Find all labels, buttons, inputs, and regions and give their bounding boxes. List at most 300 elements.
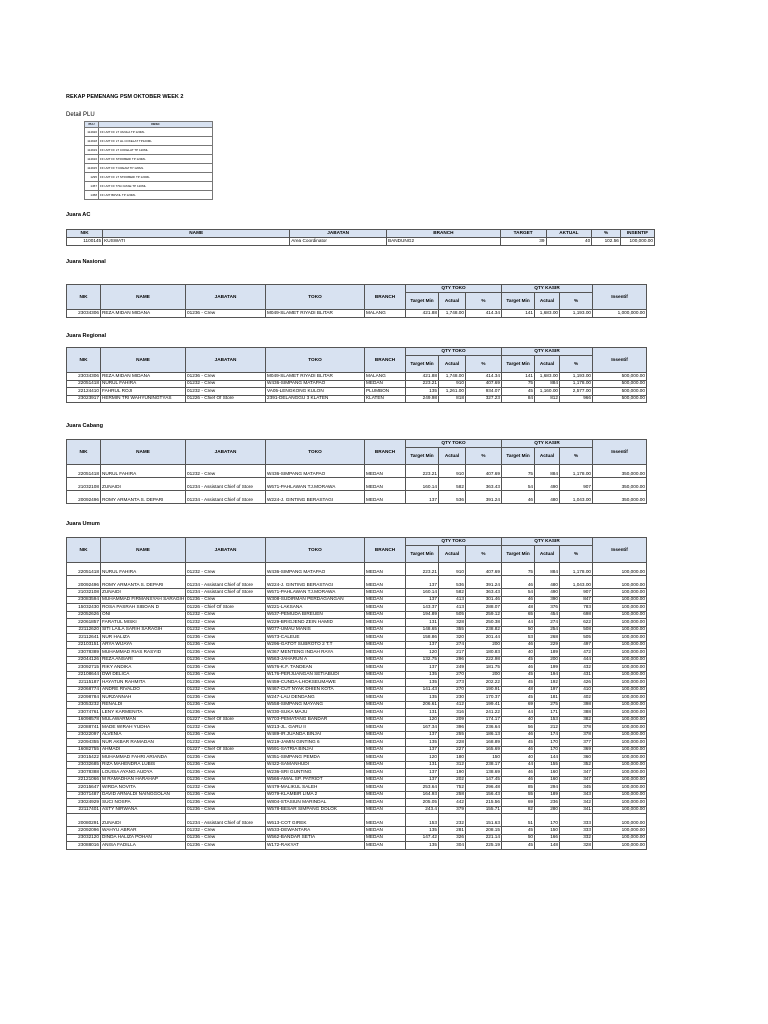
cell-insentif: 100,000.00: [593, 827, 647, 835]
header-nik: NIK: [67, 348, 101, 373]
header-branch: BRANCH: [365, 440, 406, 465]
table-row: [67, 806, 647, 814]
table-row: [67, 478, 647, 491]
cell-toko: VA05-LENGKONG KULON: [266, 388, 365, 396]
cell-qt-actual: 320: [439, 634, 466, 642]
cell-branch: MEDAN: [365, 716, 406, 724]
cell-qt-pct: 238.17: [466, 761, 502, 769]
cell-qt-actual: 274: [439, 641, 466, 649]
cell-qt-actual: 1,748.00: [439, 373, 466, 381]
cell-name: NURUL FAHIRA: [101, 563, 186, 576]
cell-qt-target: 137: [406, 596, 439, 604]
cell-name: MULAWARMAN: [101, 716, 186, 724]
cell-name: ALVENIA: [101, 731, 186, 739]
cell-insentif: 100,000.00: [593, 776, 647, 784]
cell-name: MUHAMMAD FIRMANSYAH SARAGIH: [101, 596, 186, 604]
cell-insentif: 100,000.00: [593, 694, 647, 702]
cell-qk-target: 45: [502, 671, 535, 679]
cell-toko: W224-J. GINTING BERASTAGI: [266, 491, 365, 504]
cell-qk-target: 44: [502, 619, 535, 627]
header-kasir-pct: %: [560, 356, 593, 373]
cell-qk-actual: 160: [535, 776, 560, 784]
cell-qt-target: 223.21: [406, 465, 439, 478]
ac-cell-aktual: 40: [546, 238, 592, 246]
cell-qt-pct: 199.41: [466, 701, 502, 709]
cell-qt-pct: 363.43: [466, 589, 502, 597]
cell-jabatan: 01236 - Crew: [186, 834, 266, 842]
cell-qk-actual: 884: [535, 563, 560, 576]
cell-qk-pct: 1,178.00: [560, 380, 593, 388]
plu-table: [84, 121, 213, 200]
cell-qt-actual: 1,261.00: [439, 388, 466, 396]
cell-qk-target: 141: [502, 373, 535, 381]
cell-insentif: 100,000.00: [593, 596, 647, 604]
cell-insentif: 100,000.00: [593, 842, 647, 850]
cell-toko: W691-SATRIA BINJAI: [266, 746, 365, 754]
cell-jabatan: 01236 - Crew: [186, 641, 266, 649]
cell-qk-pct: 343: [560, 791, 593, 799]
cell-nik: 23078389: [67, 649, 101, 657]
cell-qt-actual: 304: [439, 842, 466, 850]
header-row-groups: [67, 440, 647, 448]
cell-name: RENALDI: [101, 701, 186, 709]
cell-qt-actual: 910: [439, 380, 466, 388]
cell-nik: 23022097: [67, 731, 101, 739]
cell-qk-actual: 155: [535, 761, 560, 769]
cell-name: RIKY ANDIKA: [101, 664, 186, 672]
cell-toko: W079-KLAMBIR LIMA 2: [266, 791, 365, 799]
cell-qk-pct: 1,178.00: [560, 465, 593, 478]
cell-qk-target: 51: [502, 814, 535, 827]
cell-qk-target: 75: [502, 465, 535, 478]
juara-umum-table: [66, 537, 647, 850]
cell-qt-target: 164.93: [406, 791, 439, 799]
cell-jabatan: 01236 - Crew: [186, 671, 266, 679]
cell-qk-pct: 907: [560, 478, 593, 491]
cell-branch: MALANG: [365, 310, 406, 318]
header-nik: NIK: [67, 440, 101, 465]
table-row: [67, 664, 647, 672]
table-row: [67, 611, 647, 619]
header-toko: TOKO: [266, 538, 365, 563]
cell-qt-actual: 536: [439, 491, 466, 504]
header-kasir-actual: Actual: [535, 356, 560, 373]
cell-qt-actual: 217: [439, 649, 466, 657]
cell-qk-pct: 444: [560, 656, 593, 664]
cell-qk-actual: 170: [535, 746, 560, 754]
cell-qk-pct: 333: [560, 827, 593, 835]
cell-name: REZA ANSARI: [101, 656, 186, 664]
cell-branch: MEDAN: [365, 664, 406, 672]
cell-qt-target: 137: [406, 776, 439, 784]
cell-qt-pct: 208.15: [466, 827, 502, 835]
plu-desc: FF LMT FF LT COKELAT TP 120ML: [99, 146, 213, 155]
header-insentif: Insentif: [593, 440, 647, 465]
table-row: [67, 694, 647, 702]
cell-insentif: 100,000.00: [593, 589, 647, 597]
cell-insentif: 1,000,000.00: [593, 310, 647, 318]
cell-qt-actual: 202: [439, 776, 466, 784]
cell-nik: 16098578: [67, 716, 101, 724]
cell-qt-actual: 355: [439, 626, 466, 634]
cell-toko: W308-SUDIRMAN PERDAGANGAN: [266, 596, 365, 604]
cell-qk-pct: 847: [560, 596, 593, 604]
header-jabatan: JABATAN: [186, 440, 266, 465]
cell-qk-target: 50: [502, 834, 535, 842]
cell-name: ANISA FADILLA: [101, 842, 186, 850]
cell-insentif: 100,000.00: [593, 626, 647, 634]
cell-qk-target: 46: [502, 746, 535, 754]
header-qty-kasir: QTY KASIR: [502, 440, 593, 448]
section-juara-ac: Juara AC: [66, 212, 91, 218]
cell-toko: W489-IR.JUANDA BINJAI: [266, 731, 365, 739]
cell-insentif: 100,000.00: [593, 701, 647, 709]
cell-qt-target: 223.21: [406, 563, 439, 576]
header-toko-target-min: Target Min: [406, 293, 439, 310]
cell-branch: MEDAN: [365, 709, 406, 717]
cell-branch: MEDAN: [365, 671, 406, 679]
cell-jabatan: 01226 - Chief Of Store: [186, 604, 266, 612]
table-row: [67, 395, 647, 403]
cell-toko: W436-SIMPANG MATAPAO: [266, 465, 365, 478]
cell-toko: W558-SIMPANG MAYANG: [266, 701, 365, 709]
cell-qt-pct: 391.24: [466, 491, 502, 504]
cell-qk-actual: 170: [535, 739, 560, 747]
cell-qt-pct: 221.14: [466, 834, 502, 842]
cell-insentif: 100,000.00: [593, 649, 647, 657]
cell-toko: W479-MALIKUL SALEH: [266, 784, 365, 792]
cell-qt-actual: 249: [439, 664, 466, 672]
table-row: [67, 388, 647, 396]
header-toko-pct: %: [466, 356, 502, 373]
cell-qk-target: 50: [502, 626, 535, 634]
cell-qt-target: 135: [406, 388, 439, 396]
cell-branch: MEDAN: [365, 834, 406, 842]
header-kasir-actual: Actual: [535, 293, 560, 310]
cell-jabatan: 01227 - Chief Of Store: [186, 716, 266, 724]
cell-toko: W533-DEWANTARA: [266, 827, 365, 835]
header-insentif: Insentif: [593, 285, 647, 310]
cell-qt-target: 141.43: [406, 686, 439, 694]
cell-toko: W221-LAKSANA: [266, 604, 365, 612]
ac-header-nik: NIK: [67, 230, 103, 238]
cell-qt-actual: 258: [439, 791, 466, 799]
cell-qk-pct: 1,178.00: [560, 563, 593, 576]
cell-qt-actual: 818: [439, 395, 466, 403]
cell-qt-target: 249.98: [406, 395, 439, 403]
cell-qk-pct: 333: [560, 814, 593, 827]
cell-toko: W578-BESAR SIMPANG DOLOK: [266, 806, 365, 814]
cell-toko: W637-PEMUDA BIREUEN: [266, 611, 365, 619]
cell-name: SITI LAILA SARIH SARAGIH: [101, 626, 186, 634]
cell-qt-pct: 241.22: [466, 709, 502, 717]
cell-qt-pct: 200: [466, 641, 502, 649]
header-toko: TOKO: [266, 348, 365, 373]
cell-insentif: 100,000.00: [593, 686, 647, 694]
cell-qt-target: 137: [406, 576, 439, 589]
plu-desc: FF LMT FF LT HL COKELAT TP120ML: [99, 137, 213, 146]
cell-nik: 22115187: [67, 679, 101, 687]
section-juara-umum: Juara Umum: [66, 521, 100, 527]
header-qty-toko: QTY TOKO: [406, 348, 502, 356]
cell-qt-target: 135: [406, 671, 439, 679]
cell-insentif: 100,000.00: [593, 709, 647, 717]
cell-toko: W296-GATOT SUBROTO 2 T.T: [266, 641, 365, 649]
cell-qk-pct: 426: [560, 679, 593, 687]
cell-qk-pct: 966: [560, 395, 593, 403]
cell-qk-pct: 332: [560, 834, 593, 842]
cell-qk-target: 44: [502, 709, 535, 717]
cell-qk-target: 45: [502, 842, 535, 850]
cell-qt-actual: 752: [439, 784, 466, 792]
cell-qk-target: 45: [502, 656, 535, 664]
table-row: [67, 716, 647, 724]
cell-name: ZUNAIDI: [101, 589, 186, 597]
cell-qt-target: 120: [406, 649, 439, 657]
cell-nik: 23088016: [67, 842, 101, 850]
cell-insentif: 100,000.00: [593, 611, 647, 619]
cell-qt-actual: 910: [439, 563, 466, 576]
header-kasir-target-min: Target Min: [502, 448, 535, 465]
cell-toko: W351-SIMPANG PEMDA: [266, 754, 365, 762]
cell-qk-actual: 236: [535, 799, 560, 807]
cell-insentif: 350,000.00: [593, 465, 647, 478]
cell-jabatan: 01236 - Crew: [186, 679, 266, 687]
cell-qt-target: 137: [406, 491, 439, 504]
cell-qk-actual: 268: [535, 634, 560, 642]
cell-qk-target: 46: [502, 664, 535, 672]
cell-insentif: 100,000.00: [593, 739, 647, 747]
ac-header-aktual: AKTUAL: [546, 230, 592, 238]
cell-qt-pct: 215.56: [466, 799, 502, 807]
cell-nik: 22015647: [67, 784, 101, 792]
cell-qk-target: 54: [502, 478, 535, 491]
cell-qt-pct: 934.07: [466, 388, 502, 396]
plu-row: [85, 137, 213, 146]
header-qty-kasir: QTY KASIR: [502, 348, 593, 356]
cell-name: WIRDA NOVITA: [101, 784, 186, 792]
cell-qt-actual: 232: [439, 814, 466, 827]
cell-nik: 20092496: [67, 576, 101, 589]
plu-row: [85, 155, 213, 164]
cell-qk-actual: 480: [535, 576, 560, 589]
plu-row: [85, 182, 213, 191]
cell-qt-target: 120: [406, 716, 439, 724]
cell-insentif: 500,000.00: [593, 388, 647, 396]
plu-row: [85, 128, 213, 137]
table-row: [67, 604, 647, 612]
cell-qt-actual: 281: [439, 827, 466, 835]
table-row: [67, 626, 647, 634]
plu-header-desc: DESC: [99, 122, 213, 128]
header-nik: NIK: [67, 538, 101, 563]
cell-insentif: 100,000.00: [593, 576, 647, 589]
cell-qk-pct: 497: [560, 641, 593, 649]
cell-qk-actual: 160: [535, 769, 560, 777]
cell-qt-target: 253.64: [406, 784, 439, 792]
cell-name: MUHAMMAD FAHRI ARIANDA: [101, 754, 186, 762]
cell-qt-target: 132.75: [406, 656, 439, 664]
cell-insentif: 100,000.00: [593, 731, 647, 739]
cell-qk-actual: 480: [535, 491, 560, 504]
table-row: [67, 619, 647, 627]
cell-qk-pct: 341: [560, 806, 593, 814]
cell-toko: W671-PAHLAWAN TJ.MORAWA: [266, 589, 365, 597]
plu-code: 114918: [85, 137, 99, 146]
cell-qk-actual: 294: [535, 784, 560, 792]
cell-insentif: 100,000.00: [593, 754, 647, 762]
cell-qt-actual: 1,748.00: [439, 310, 466, 318]
table-row: [67, 465, 647, 478]
cell-jabatan: 01234 - Assistant Chief of Store: [186, 814, 266, 827]
cell-jabatan: 01236 - Crew: [186, 731, 266, 739]
ac-row: [67, 238, 655, 246]
plu-row: [85, 173, 213, 182]
cell-branch: MEDAN: [365, 784, 406, 792]
header-kasir-target-min: Target Min: [502, 356, 535, 373]
cell-branch: MEDAN: [365, 619, 406, 627]
cell-jabatan: 01232 - Crew: [186, 465, 266, 478]
cell-nik: 22112641: [67, 634, 101, 642]
ac-cell-nik: 1100145: [67, 238, 103, 246]
cell-name: DINDA HALIZA POHAN: [101, 834, 186, 842]
table-row: [67, 799, 647, 807]
header-name: NAME: [101, 538, 186, 563]
cell-qt-pct: 236.64: [466, 724, 502, 732]
cell-qt-pct: 181.75: [466, 664, 502, 672]
cell-qk-actual: 274: [535, 619, 560, 627]
header-toko-target-min: Target Min: [406, 448, 439, 465]
cell-qt-actual: 582: [439, 589, 466, 597]
table-row: [67, 776, 647, 784]
header-name: NAME: [101, 285, 186, 310]
cell-qt-pct: 202.22: [466, 679, 502, 687]
ac-cell-target: 39: [500, 238, 546, 246]
cell-qk-target: 82: [502, 806, 535, 814]
juara-regional-table: [66, 347, 647, 403]
cell-jabatan: 01236 - Crew: [186, 596, 266, 604]
cell-nik: 23074761: [67, 709, 101, 717]
table-row: [67, 679, 647, 687]
cell-qk-target: 56: [502, 724, 535, 732]
cell-qk-pct: 347: [560, 769, 593, 777]
header-toko-pct: %: [466, 546, 502, 563]
cell-qt-actual: 412: [439, 701, 466, 709]
cell-jabatan: 01234 - Assistant Chief of Store: [186, 478, 266, 491]
cell-qk-actual: 884: [535, 380, 560, 388]
cell-jabatan: 01232 - Crew: [186, 380, 266, 388]
cell-qt-pct: 200: [466, 671, 502, 679]
cell-jabatan: 01236 - Crew: [186, 754, 266, 762]
cell-branch: MEDAN: [365, 679, 406, 687]
cell-insentif: 500,000.00: [593, 373, 647, 381]
header-kasir-actual: Actual: [535, 448, 560, 465]
plu-code: 1295: [85, 173, 99, 182]
cell-insentif: 100,000.00: [593, 784, 647, 792]
cell-qk-target: 40: [502, 754, 535, 762]
header-toko-actual: Actual: [439, 546, 466, 563]
cell-name: FAHRUL ROJI: [101, 388, 186, 396]
cell-jabatan: 01232 - Crew: [186, 827, 266, 835]
cell-qt-actual: 910: [439, 465, 466, 478]
cell-insentif: 100,000.00: [593, 799, 647, 807]
header-name: NAME: [101, 348, 186, 373]
table-row: [67, 746, 647, 754]
cell-qt-target: 205.05: [406, 799, 439, 807]
cell-qk-pct: 2,577.00: [560, 388, 593, 396]
header-toko-pct: %: [466, 448, 502, 465]
cell-name: NUR HALIZA: [101, 634, 186, 642]
cell-qt-pct: 363.43: [466, 478, 502, 491]
cell-qk-actual: 454: [535, 611, 560, 619]
cell-qt-pct: 225.19: [466, 842, 502, 850]
cell-branch: MEDAN: [365, 739, 406, 747]
table-row: [67, 724, 647, 732]
cell-qk-actual: 194: [535, 671, 560, 679]
cell-qt-pct: 174.17: [466, 716, 502, 724]
cell-qk-target: 45: [502, 827, 535, 835]
header-qty-toko: QTY TOKO: [406, 285, 502, 293]
cell-branch: MEDAN: [365, 478, 406, 491]
cell-qt-actual: 228: [439, 739, 466, 747]
cell-qk-actual: 490: [535, 478, 560, 491]
cell-qk-target: 75: [502, 380, 535, 388]
cell-jabatan: 01236 - Crew: [186, 310, 266, 318]
cell-qk-pct: 342: [560, 799, 593, 807]
cell-jabatan: 01236 - Crew: [186, 842, 266, 850]
cell-jabatan: 01236 - Crew: [186, 634, 266, 642]
cell-nik: 23034306: [67, 310, 101, 318]
cell-qt-actual: 396: [439, 724, 466, 732]
table-row: [67, 827, 647, 835]
header-branch: BRANCH: [365, 285, 406, 310]
cell-insentif: 100,000.00: [593, 641, 647, 649]
cell-nik: 22112620: [67, 626, 101, 634]
cell-qt-pct: 327.23: [466, 395, 502, 403]
cell-qk-actual: 153: [535, 716, 560, 724]
header-insentif: Insentif: [593, 538, 647, 563]
cell-qt-target: 167.34: [406, 724, 439, 732]
cell-qk-actual: 170: [535, 814, 560, 827]
cell-qk-target: 46: [502, 491, 535, 504]
cell-qt-pct: 190.91: [466, 686, 502, 694]
cell-qk-pct: 378: [560, 731, 593, 739]
header-kasir-actual: Actual: [535, 546, 560, 563]
cell-qt-actual: 270: [439, 686, 466, 694]
cell-qk-target: 45: [502, 388, 535, 396]
cell-insentif: 100,000.00: [593, 634, 647, 642]
cell-qk-pct: 1,043.00: [560, 576, 593, 589]
cell-branch: MEDAN: [365, 761, 406, 769]
table-row: [67, 842, 647, 850]
cell-qk-pct: 388: [560, 709, 593, 717]
cell-qt-actual: 255: [439, 731, 466, 739]
cell-qt-pct: 168.89: [466, 739, 502, 747]
cell-qt-actual: 296: [439, 656, 466, 664]
table-row: [67, 784, 647, 792]
cell-name: NURUL FAHIRA: [101, 380, 186, 388]
cell-qt-pct: 250.38: [466, 619, 502, 627]
cell-jabatan: 01236 - Crew: [186, 373, 266, 381]
cell-nik: 22094355: [67, 739, 101, 747]
cell-qt-actual: 312: [439, 761, 466, 769]
cell-name: HAYATUN RAHMITA: [101, 679, 186, 687]
cell-qk-target: 44: [502, 761, 535, 769]
section-juara-nasional: Juara Nasional: [66, 259, 106, 265]
cell-name: ROSA PASRAH SIBOAN D: [101, 604, 186, 612]
cell-qk-pct: 382: [560, 716, 593, 724]
cell-name: FARATUL MISKI: [101, 619, 186, 627]
